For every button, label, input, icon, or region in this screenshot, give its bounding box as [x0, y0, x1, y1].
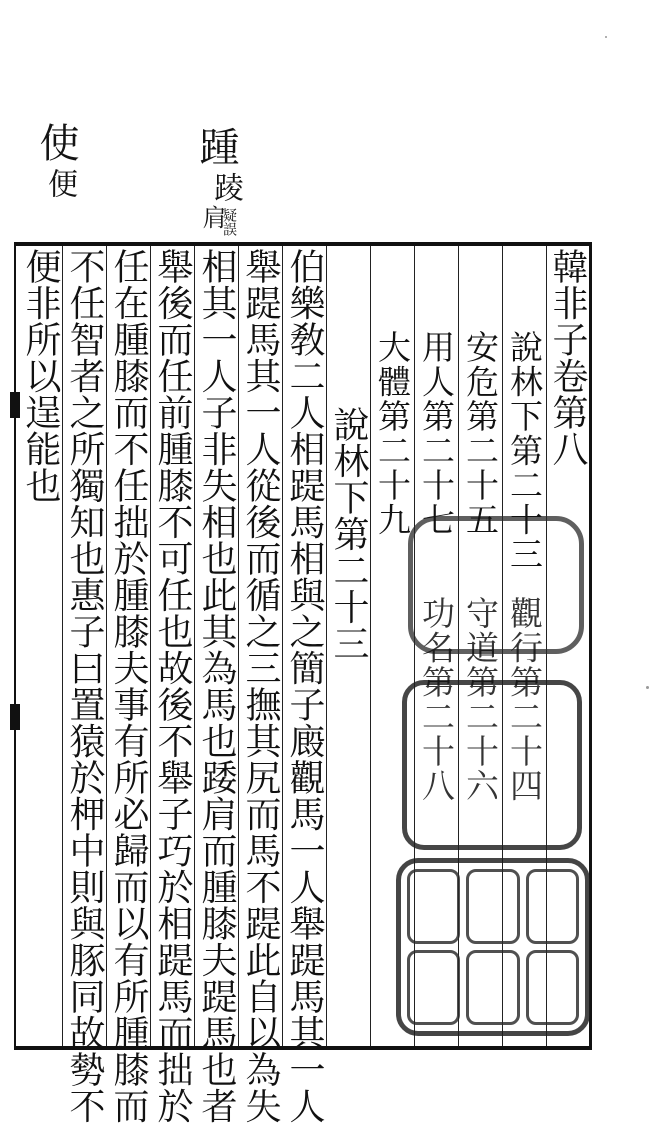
column-rule	[150, 246, 151, 1046]
text-column-12: 不任智者之所獨知也惠子曰置猿於柙中則與豚同故勢不	[64, 248, 105, 1124]
seal-cell	[526, 869, 579, 944]
margin-note-right-sub2: 肩	[198, 205, 226, 229]
text-column-7: 伯樂敎二人相踶馬相與之簡子廄觀馬一人舉踶馬其一人	[284, 248, 325, 1124]
seal-overlap-text-3: 守道第二十六	[461, 596, 500, 803]
column-rule	[282, 246, 283, 1046]
paper-speck	[646, 686, 649, 689]
edge-tab	[10, 704, 20, 730]
column-rule	[62, 246, 63, 1046]
seal-overlap-text-2: 觀行第二十四	[505, 596, 544, 803]
margin-note-left-sub: 便	[42, 168, 77, 198]
margin-note-left: 使	[33, 122, 79, 162]
text-column-1: 韓非子卷第八	[547, 248, 588, 467]
seal-cell	[466, 950, 519, 1025]
seal-cell	[526, 950, 579, 1025]
margin-note-right-small: 疑誤	[221, 208, 237, 236]
text-column-13: 便非所以逞能也	[20, 248, 61, 504]
text-column-10: 舉後而任前腫膝不可任也故後不舉子巧於相踶馬而拙於	[152, 248, 193, 1124]
text-column-6: 說林下第二十三	[328, 406, 369, 662]
column-rule	[238, 246, 239, 1046]
text-column-11: 任在腫膝而不任拙於腫膝夫事有所必歸而以有所腫膝而	[108, 248, 149, 1124]
column-rule	[194, 246, 195, 1046]
text-column-3: 安危第二十五	[461, 330, 500, 537]
seal-large	[396, 858, 590, 1036]
margin-note-right: 踵	[193, 126, 239, 166]
seal-cell	[466, 869, 519, 944]
paper-speck	[605, 36, 607, 38]
column-rule	[370, 246, 371, 1046]
text-column-2: 說林下第二十三	[505, 330, 544, 572]
text-column-4: 用人第二十七	[417, 330, 456, 537]
margin-note-right-sub: 踜	[208, 172, 243, 202]
column-rule	[106, 246, 107, 1046]
seal-cell	[407, 869, 460, 944]
edge-tab	[10, 392, 20, 418]
seal-overlap-text-4: 功名第二十八	[417, 596, 456, 803]
text-column-8: 舉踶馬其一人從後而循之三撫其尻而馬不踶此自以為失	[240, 248, 281, 1124]
column-rule	[326, 246, 327, 1046]
text-column-9: 相其一人子非失相也此其為馬也踒肩而腫膝夫踶馬也者	[196, 248, 237, 1124]
text-column-5: 大體第二十九	[373, 330, 412, 537]
seal-cell	[407, 950, 460, 1025]
